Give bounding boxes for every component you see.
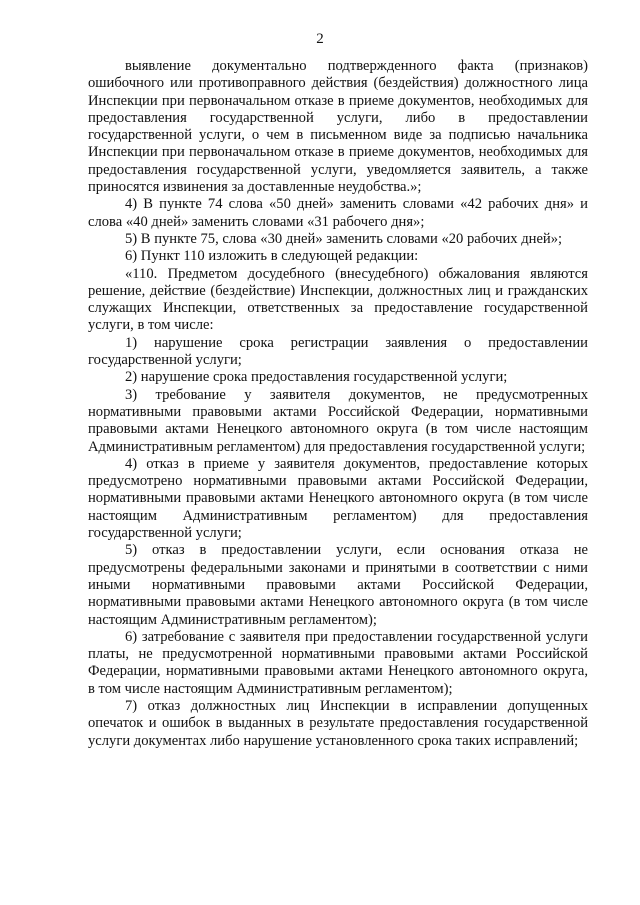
paragraph-clause-110: «110. Предметом досудебного (внесудебного) обжалования являются решение, действие (бездействие) Инспекции, должностных лиц и гражданских служащих Инспекции, ответственных за предоставление государственной услуги, в том числе: [88,265,588,334]
list-item-6: 6) затребование с заявителя при предоставлении государственной услуги платы, не предусмотренной нормативными правовыми актами Российской Федерации, нормативными правовыми актами Ненецкого автономного округа, в том числе настоящим Административным регламентом); [88,628,588,697]
list-item-1: 1) нарушение срока регистрации заявления о предоставлении государственной услуги; [88,334,588,369]
page-number: 2 [316,31,324,47]
paragraph-item-5: 5) В пункте 75, слова «30 дней» заменить словами «20 рабочих дней»; [125,230,563,247]
list-item-3: 3) требование у заявителя документов, не предусмотренных нормативными правовыми актами Российской Федерации, нормативными правовыми актами Ненецкого автономного округа (в том числе настоящим Административным регламентом) для предоставления государственной услуги; [88,386,588,455]
list-item-5: 5) отказ в предоставлении услуги, если основания отказа не предусмотрены федеральными законами и принятыми в соответствии с ними иными нормативными правовыми актами Российской Федерации, нормативными правовыми актами Ненецкого автономного округа (в том числе настоящим Административным регламентом); [88,542,588,628]
document-body [88,58,588,750]
paragraph-item-6: 6) Пункт 110 изложить в следующей редакции: [125,248,419,265]
list-item-7: 7) отказ должностных лиц Инспекции в исправлении допущенных опечаток и ошибок в выданных в результате предоставления государственной услуги документах либо нарушение установленного срока таких исправлений; [88,697,588,749]
list-item-2: 2) нарушение срока предоставления государственной услуги; [125,369,508,386]
paragraph-continuation: выявление документально подтвержденного факта (признаков) ошибочного или противоправного действия (бездействия) должностного лица Инспекции при первоначальном отказе в приеме документов, необходимых для предоставления государственной услуги, либо в предоставлении государственной услуги, о чем в письменном виде за подписью начальника Инспекции при первоначальном отказе в приеме документов, необходимых для предоставления государственной услуги, уведомляется заявитель, а также приносятся извинения за доставленные неудобства.»; [88,58,588,196]
paragraph-item-4: 4) В пункте 74 слова «50 дней» заменить словами «42 рабочих дня» и слова «40 дней» заменить словами «31 рабочего дня»; [88,196,588,230]
list-item-4: 4) отказ в приеме у заявителя документов, предоставление которых предусмотрено нормативными правовыми актами Российской Федерации, нормативными правовыми актами Ненецкого автономного округа (в том числе настоящим Административным регламентом) для предоставления государственной услуги; [88,455,588,542]
